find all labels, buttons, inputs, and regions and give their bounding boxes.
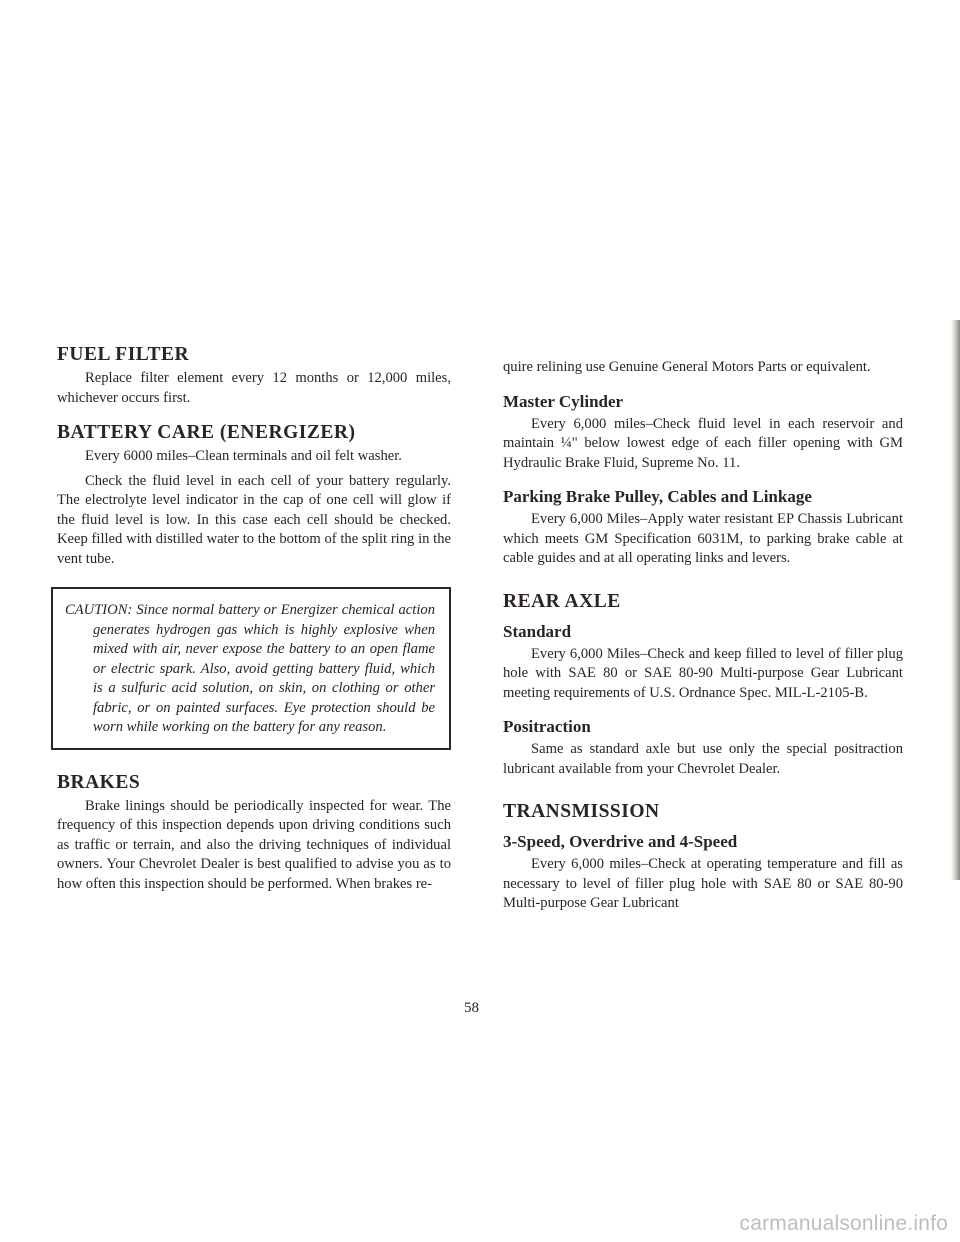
parking-brake-body: Every 6,000 Miles–Apply water resistant EP Chassis Lubricant which meets GM Specification 6031M, to parking brake cable at cable guides and at all operating links and levers. — [503, 511, 903, 566]
brakes-heading: BRAKES — [57, 771, 141, 793]
master-cylinder-heading: Master Cylinder — [503, 391, 624, 411]
master-cylinder-body: Every 6,000 miles–Check fluid level in each reservoir and maintain ¼" below lowest edge of each filler opening with GM Hydraulic Brake Fluid, Supreme No. 11. — [503, 415, 903, 471]
battery-heading: BATTERY CARE (ENERGIZER) — [57, 422, 356, 443]
battery-para-1: Every 6000 miles–Clean terminals and oil felt washer. — [85, 448, 402, 464]
transmission-heading: TRANSMISSION — [503, 801, 660, 822]
standard-axle-body: Every 6,000 Miles–Check and keep filled to level of filler plug hole with SAE 80 or SAE 80-90 Multi-purpose Gear Lubricant meeting requirements of U.S. Ordnance Spec. MIL-L-2105-B. — [503, 645, 903, 701]
fuel-filter-heading: FUEL FILTER — [57, 344, 190, 365]
caution-text: CAUTION: Since normal battery or Energizer chemical action generates hydrogen gas which is highly explosive when mixed with air, never expose the battery to an open flame or electric spark. Also, avoid getting battery fluid, which is a sulfuric acid solution, on skin, on clothing or other fabric, or on painted surfaces. Eye protection should be worn while working on the battery for any reason. — [65, 602, 435, 735]
fuel-filter-body: Replace filter element every 12 months or 12,000 miles, whichever occurs first. — [57, 370, 451, 406]
site-watermark: carmanualsonline.info — [739, 1212, 948, 1235]
standard-axle-heading: Standard — [503, 621, 572, 641]
positraction-heading: Positraction — [503, 717, 591, 736]
page-edge-shadow — [951, 320, 960, 880]
transmission-sub-heading: 3-Speed, Overdrive and 4-Speed — [503, 832, 738, 851]
parking-brake-heading: Parking Brake Pulley, Cables and Linkage — [503, 487, 812, 506]
brakes-continued: quire relining use Genuine General Motors Parts or equivalent. — [503, 359, 871, 375]
brakes-body: Brake linings should be periodically inspected for wear. The frequency of this inspection depends upon driving conditions such as traffic or terrain, and also the driving techniques of individual owners. Your Chevrolet Dealer is best qualified to advise you as to how often this inspection should be performed. When brakes re- — [57, 797, 451, 892]
positraction-body: Same as standard axle but use only the special positraction lubricant available from your Chevrolet Dealer. — [503, 741, 903, 777]
battery-para-2: Check the fluid level in each cell of your battery regularly. The electrolyte level indicator in the cap of one cell will glow if the fluid level is low. In this case each cell should be checked. Keep filled with distilled water to the bottom of the split ring in the vent tube. — [57, 472, 451, 567]
left-column — [57, 344, 451, 894]
rear-axle-heading: REAR AXLE — [503, 590, 621, 612]
transmission-body: Every 6,000 miles–Check at operating temperature and fill as necessary to level of filler plug hole with SAE 80 or SAE 80-90 Multi-purpose Gear Lubricant — [503, 856, 903, 911]
page-number: 58 — [464, 1000, 479, 1016]
right-column — [503, 358, 903, 914]
caution-box — [51, 587, 451, 750]
